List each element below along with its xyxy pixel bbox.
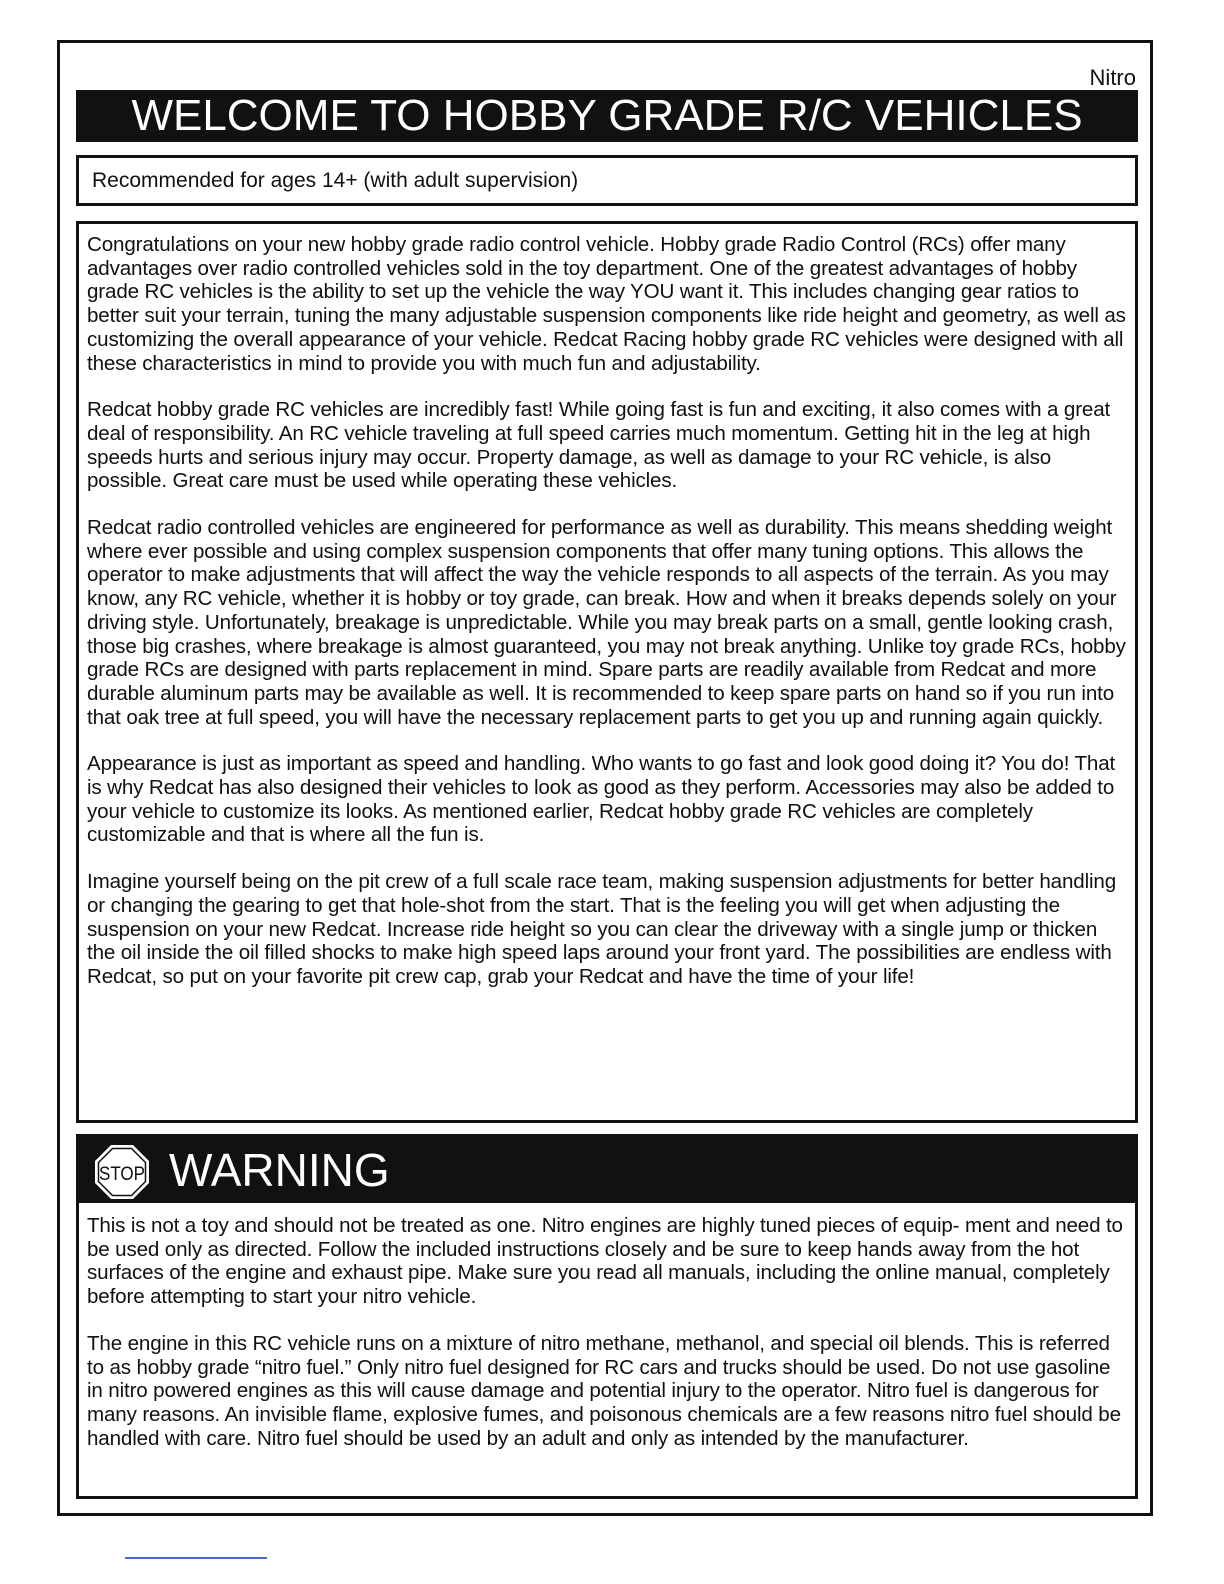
- warning-header: [79, 1137, 1135, 1203]
- intro-section: [76, 221, 1138, 1123]
- warning-title: WARNING: [169, 1144, 390, 1196]
- age-recommendation: Recommended for ages 14+ (with adult supervision): [76, 155, 1138, 206]
- warning-body: [79, 1203, 1135, 1450]
- stop-sign-label: STOP: [99, 1164, 145, 1185]
- corner-label: Nitro: [1089, 65, 1136, 90]
- page-title: WELCOME TO HOBBY GRADE R/C VEHICLES: [76, 90, 1138, 142]
- stop-sign-icon: [94, 1144, 150, 1200]
- warning-paragraph: This is not a toy and should not be treated as one. Nitro engines are highly tuned pieces of equip- ment and need to be used only as directed. Follow the included instructions closely and be sure to keep hands away from the hot surfaces of the engine and exhaust pipe. Make sure you read all manuals, including the online manual, completely before attempting to start your nitro vehicle.: [87, 1214, 1123, 1309]
- intro-paragraph: Congratulations on your new hobby grade radio control vehicle. Hobby grade Radio Control (RCs) offer many advantages over radio controlled vehicles sold in the toy department. One of the greatest advantages of hobby grade RC vehicles is the ability to set up the vehicle the way YOU want it. This includes changing gear ratios to better suit your terrain, tuning the many adjustable suspension components like ride height and geometry, as well as customizing the overall appearance of your vehicle. Redcat Racing hobby grade RC vehicles were designed with all these characteristics in mind to provide you with much fun and adjustability.: [87, 233, 1126, 375]
- intro-paragraph: Redcat hobby grade RC vehicles are incredibly fast! While going fast is fun and exciting, it also comes with a great deal of responsibility. An RC vehicle traveling at full speed carries much momentum. Getting hit in the leg at high speeds hurts and serious injury may occur. Property damage, as well as damage to your RC vehicle, is also possible. Great care must be used while operating these vehicles.: [87, 398, 1111, 493]
- footer-rule: [125, 1557, 267, 1559]
- warning-paragraph: The engine in this RC vehicle runs on a mixture of nitro methane, methanol, and special oil blends. This is referred to as hobby grade “nitro fuel.” Only nitro fuel designed for RC cars and trucks should be used. Do not use gasoline in nitro powered engines as this will cause damage and potential injury to the operator. Nitro fuel is dangerous for many reasons. An invisible flame, explosive fumes, and poisonous chemicals are a few reasons nitro fuel should be handled with care. Nitro fuel should be used by an adult and only as intended by the manufacturer.: [87, 1331, 1121, 1450]
- warning-section: [76, 1134, 1138, 1499]
- intro-paragraph: Imagine yourself being on the pit crew of a full scale race team, making suspension adjustments for better handling or changing the gearing to get that hole-shot from the start. That is the feeling you will get when adjusting the suspension on your new Redcat. Increase ride height so you can clear the driveway with a single jump or thicken the oil inside the oil filled shocks to make high speed laps around your front yard. The possibilities are endless with Redcat, so put on your favorite pit crew cap, grab your Redcat and have the time of your life!: [87, 870, 1117, 988]
- intro-paragraph: Appearance is just as important as speed and handling. Who wants to go fast and look good doing it? You do! That is why Redcat has also designed their vehicles to look as good as they perform. Accessories may also be added to your vehicle to customize its looks. As mentioned earlier, Redcat hobby grade RC vehicles are completely customizable and that is where all the fun is.: [87, 752, 1116, 847]
- intro-paragraph: Redcat radio controlled vehicles are engineered for performance as well as durability. This means shedding weight where ever possible and using complex suspension components that offer many tuning options. This allows the operator to make adjustments that will affect the way the vehicle responds to all aspects of the terrain. As you may know, any RC vehicle, whether it is hobby or toy grade, can break. How and when it breaks depends solely on your driving style. Unfortunately, breakage is unpredictable. While you may break parts on a small, gentle looking crash, those big crashes, where breakage is almost guaranteed, you may not break anything. Unlike toy grade RCs, hobby grade RCs are designed with parts replacement in mind. Spare parts are readily available from Redcat and more durable aluminum parts may be available as well. It is recommended to keep spare parts on hand so if you run into that oak tree at full speed, you will have the necessary replacement parts to get you up and running again quickly.: [87, 516, 1126, 729]
